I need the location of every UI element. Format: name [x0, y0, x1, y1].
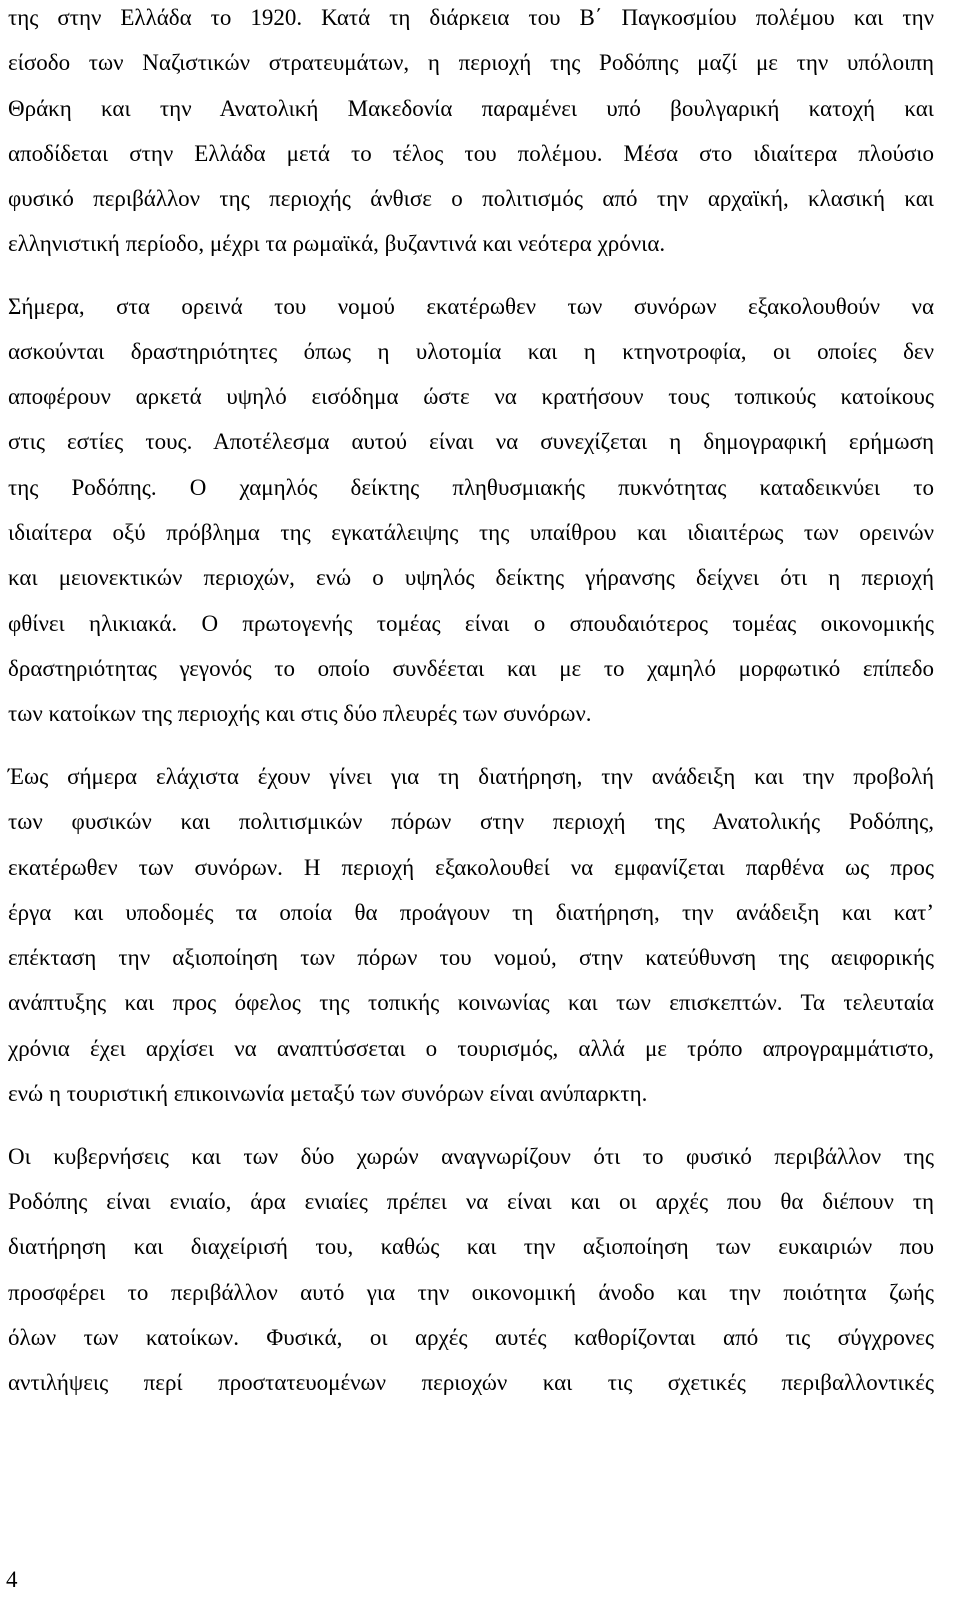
paragraph-2-line-10: των κατοίκων της περιοχής και στις δύο πλευρές των συνόρων. — [8, 701, 592, 726]
paragraph-4-line-4: προσφέρει το περιβάλλον αυτό για την οικονομική άνοδο και την ποιότητα ζωής — [8, 1280, 934, 1305]
paragraph-4-line-5: όλων των κατοίκων. Φυσικά, οι αρχές αυτές καθορίζονται από τις σύγχρονες — [8, 1325, 934, 1350]
paragraph-3-line-1: Έως σήμερα ελάχιστα έχουν γίνει για τη διατήρηση, την ανάδειξη και την προβολή — [8, 764, 934, 789]
paragraph-2-line-5: της Ροδόπης. Ο χαμηλός δείκτης πληθυσμιακής πυκνότητας καταδεικνύει το — [8, 475, 934, 500]
paragraph-1-line-1: της στην Ελλάδα το 1920. Κατά τη διάρκεια του Β΄ Παγκοσμίου πολέμου και την — [8, 5, 934, 30]
paragraph-3-line-5: επέκταση την αξιοποίηση των πόρων του νομού, στην κατεύθυνση της αειφορικής — [8, 945, 934, 970]
paragraph-3-line-6: ανάπτυξης και προς όφελος της τοπικής κοινωνίας και των επισκεπτών. Τα τελευταία — [8, 990, 934, 1015]
paragraph-3-line-8: ενώ η τουριστική επικοινωνία μεταξύ των συνόρων είναι ανύπαρκτη. — [8, 1081, 648, 1106]
page-number: 4 — [6, 1567, 18, 1592]
paragraph-3-line-4: έργα και υποδομές τα οποία θα προάγουν τη διατήρηση, την ανάδειξη και κατ’ — [8, 900, 934, 925]
paragraph-1-line-2: είσοδο των Ναζιστικών στρατευμάτων, η περιοχή της Ροδόπης μαζί με την υπόλοιπη — [8, 50, 934, 75]
paragraph-4-line-6: αντιλήψεις περί προστατευομένων περιοχών και τις σχετικές περιβαλλοντικές — [8, 1370, 934, 1395]
paragraph-3-line-2: των φυσικών και πολιτισμικών πόρων στην περιοχή της Ανατολικής Ροδόπης, — [8, 809, 934, 834]
paragraph-2-line-6: ιδιαίτερα οξύ πρόβλημα της εγκατάλειψης της υπαίθρου και ιδιαιτέρως των ορεινών — [8, 520, 934, 545]
paragraph-4-line-1: Οι κυβερνήσεις και των δύο χωρών αναγνωρίζουν ότι το φυσικό περιβάλλον της — [8, 1144, 934, 1169]
paragraph-1-line-4: αποδίδεται στην Ελλάδα μετά το τέλος του πολέμου. Μέσα στο ιδιαίτερα πλούσιο — [8, 141, 934, 166]
paragraph-2-line-2: ασκούνται δραστηριότητες όπως η υλοτομία και η κτηνοτροφία, οι οποίες δεν — [8, 339, 934, 364]
paragraph-2-line-9: δραστηριότητας γεγονός το οποίο συνδέεται και με το χαμηλό μορφωτικό επίπεδο — [8, 656, 934, 681]
paragraph-4-line-2: Ροδόπης είναι ενιαίο, άρα ενιαίες πρέπει να είναι και οι αρχές που θα διέπουν τη — [8, 1189, 934, 1214]
paragraph-4-line-3: διατήρηση και διαχείρισή του, καθώς και την αξιοποίηση των ευκαιριών που — [8, 1234, 934, 1259]
paragraph-2-line-1: Σήμερα, στα ορεινά του νομού εκατέρωθεν των συνόρων εξακολουθούν να — [8, 294, 934, 319]
paragraph-2-line-7: και μειονεκτικών περιοχών, ενώ ο υψηλός δείκτης γήρανσης δείχνει ότι η περιοχή — [8, 565, 934, 590]
paragraph-2-line-8: φθίνει ηλικιακά. Ο πρωτογενής τομέας είναι ο σπουδαιότερος τομέας οικονομικής — [8, 611, 934, 636]
paragraph-2-line-3: αποφέρουν αρκετά υψηλό εισόδημα ώστε να κρατήσουν τους τοπικούς κατοίκους — [8, 384, 934, 409]
paragraph-1-line-3: Θράκη και την Ανατολική Μακεδονία παραμένει υπό βουλγαρική κατοχή και — [8, 96, 934, 121]
paragraph-1-line-6: ελληνιστική περίοδο, μέχρι τα ρωμαϊκά, βυζαντινά και νεότερα χρόνια. — [8, 231, 666, 256]
paragraph-3-line-3: εκατέρωθεν των συνόρων. Η περιοχή εξακολουθεί να εμφανίζεται παρθένα ως προς — [8, 855, 934, 880]
paragraph-1-line-5: φυσικό περιβάλλον της περιοχής άνθισε ο πολιτισμός από την αρχαϊκή, κλασική και — [8, 186, 934, 211]
paragraph-2-line-4: στις εστίες τους. Αποτέλεσμα αυτού είναι να συνεχίζεται η δημογραφική ερήμωση — [8, 429, 934, 454]
paragraph-3-line-7: χρόνια έχει αρχίσει να αναπτύσσεται ο τουρισμός, αλλά με τρόπο απρογραμμάτιστο, — [8, 1036, 934, 1061]
